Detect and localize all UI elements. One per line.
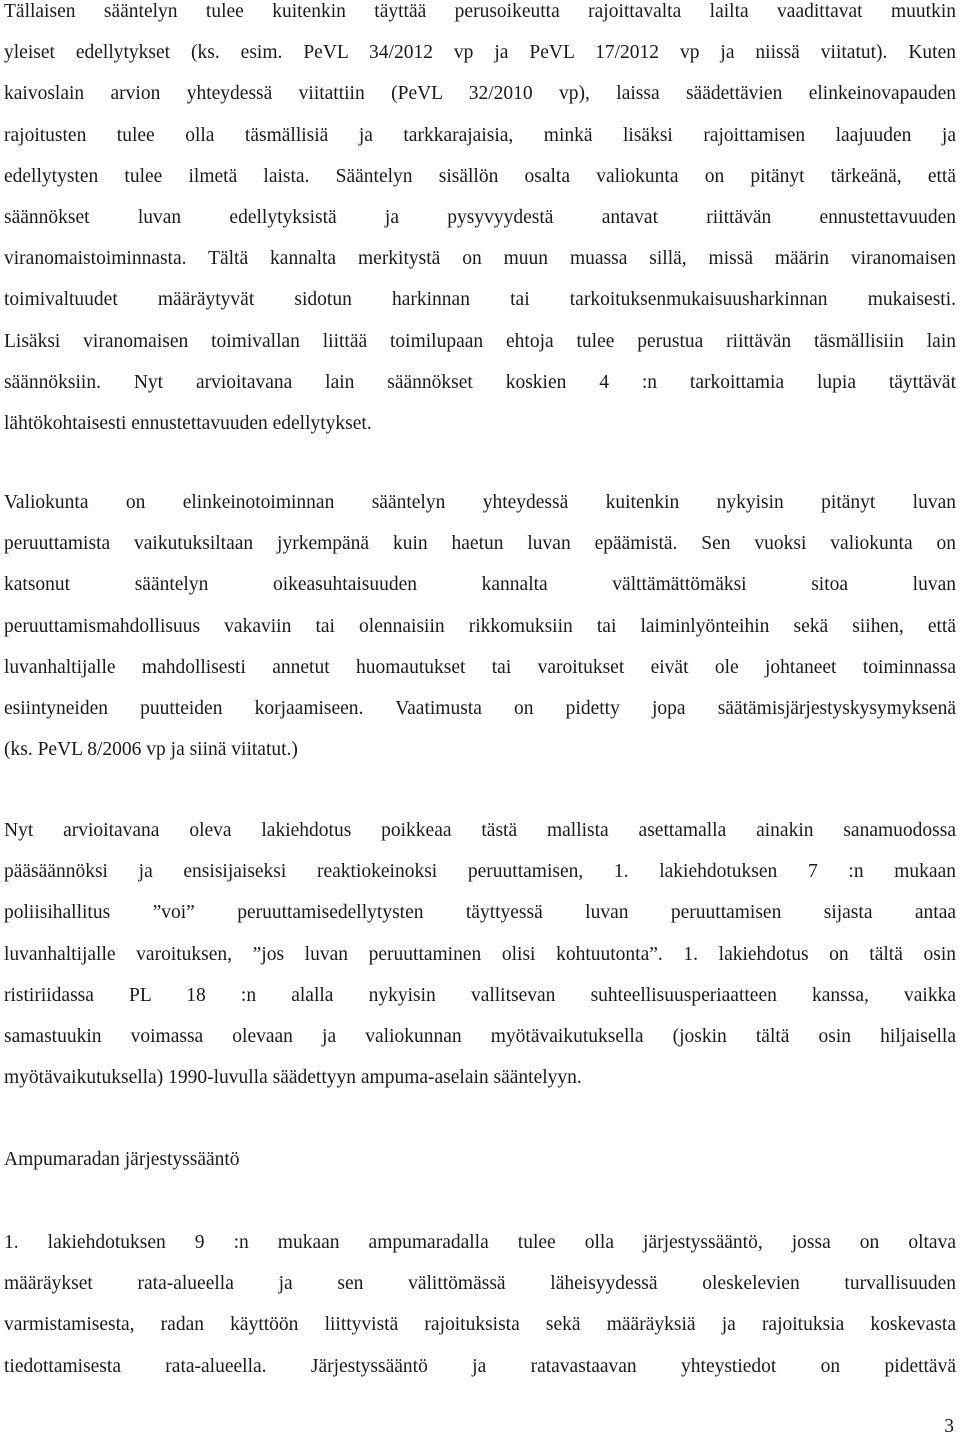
section-heading bbox=[4, 1139, 956, 1180]
text-line: säännöksiin. Nyt arvioitavana lain säännökset koskien 4 :n tarkoittamia lupia täyttävät bbox=[4, 371, 956, 393]
paragraph-lakiehdotus-arvio bbox=[4, 810, 956, 1098]
text-line: peruuttamista vaikutuksiltaan jyrkempänä kuin haetun luvan epäämistä. Sen vuoksi valiokunta on bbox=[4, 533, 956, 555]
text-line: viranomaistoiminnasta. Tältä kannalta merkitystä on muun muassa sillä, missä määrin viranomaisen bbox=[4, 248, 956, 270]
text-line: ristiriidassa PL 18 :n alalla nykyisin vallitsevan suhteellisuusperiaatteen kanssa, vaikka bbox=[4, 984, 956, 1006]
text-line: peruuttamismahdollisuus vakaviin tai olennaisiin rikkomuksiin tai laiminlyönteihin sekä siihen, että bbox=[4, 615, 956, 637]
text-line: poliisihallitus ”voi” peruuttamisedellytysten täyttyessä luvan peruuttamisen sijasta antaa bbox=[4, 902, 956, 924]
text-line: rajoitusten tulee olla täsmällisiä ja tarkkarajaisia, minkä lisäksi rajoittamisen laajuuden ja bbox=[4, 124, 956, 146]
text-line: Tällaisen sääntelyn tulee kuitenkin täyttää perusoikeutta rajoittavalta lailta vaadittavat muutkin bbox=[4, 1, 956, 22]
text-line: varmistamisesta, radan käyttöön liittyvistä rajoituksista sekä määräyksiä ja rajoituksia koskevasta bbox=[4, 1314, 956, 1336]
text-line: kaivoslain arvion yhteydessä viitattiin (PeVL 32/2010 vp), laissa säädettävien elinkeinovapauden bbox=[4, 83, 956, 105]
text-line: luvanhaltijalle mahdollisesti annetut huomautukset tai varoitukset eivät ole johtaneet toiminnassa bbox=[4, 656, 956, 678]
text-line: 1. lakiehdotuksen 9 :n mukaan ampumaradalla tulee olla järjestyssääntö, jossa on oltava bbox=[4, 1232, 956, 1253]
text-line: myötävaikutuksella) 1990-luvulla säädettyyn ampuma-aselain sääntelyyn. bbox=[4, 1067, 582, 1089]
section-heading-text: Ampumaradan järjestyssääntö bbox=[4, 1149, 240, 1170]
text-line: (ks. PeVL 8/2006 vp ja siinä viitatut.) bbox=[4, 739, 298, 761]
text-line: lähtökohtaisesti ennustettavuuden edellytykset. bbox=[4, 412, 372, 434]
text-line: pääsäännöksi ja ensisijaiseksi reaktiokeinoksi peruuttamisen, 1. lakiehdotuksen 7 :n mukaan bbox=[4, 861, 956, 883]
text-line: yleiset edellytykset (ks. esim. PeVL 34/2012 vp ja PeVL 17/2012 vp ja niissä viitatut). Kuten bbox=[4, 42, 956, 64]
text-line: säännökset luvan edellytyksistä ja pysyvyydestä antavat riittävän ennustettavuuden bbox=[4, 206, 956, 228]
text-line: katsonut sääntelyn oikeasuhtaisuuden kannalta välttämättömäksi sitoa luvan bbox=[4, 574, 956, 596]
text-line: tiedottamisesta rata-alueella. Järjestyssääntö ja ratavastaavan yhteystiedot on pidettävä bbox=[4, 1355, 956, 1377]
text-line: määräykset rata-alueella ja sen välittömässä läheisyydessä oleskelevien turvallisuuden bbox=[4, 1273, 956, 1295]
text-line: luvanhaltijalle varoituksen, ”jos luvan peruuttaminen olisi kohtuutonta”. 1. lakiehdotus on tältä osin bbox=[4, 943, 956, 965]
text-line: esiintyneiden puutteiden korjaamiseen. Vaatimusta on pidetty jopa säätämisjärjestyskysymyksenä bbox=[4, 697, 956, 719]
text-line: edellytysten tulee ilmetä laista. Sääntelyn sisällön osalta valiokunta on pitänyt tärkeänä, että bbox=[4, 165, 956, 187]
text-line: Lisäksi viranomaisen toimivallan liittää toimilupaan ehtoja tulee perustua riittävän täsmällisiin lain bbox=[4, 330, 956, 352]
paragraph-jarjestyssaanto bbox=[4, 1222, 956, 1387]
text-line: samastuukin voimassa olevaan ja valiokunnan myötävaikutuksella (joskin tältä osin hiljaisella bbox=[4, 1025, 956, 1047]
text-line: Valiokunta on elinkeinotoiminnan sääntelyn yhteydessä kuitenkin nykyisin pitänyt luvan bbox=[4, 492, 956, 513]
page-number: 3 bbox=[944, 1416, 954, 1437]
paragraph-elinkeinovapaus bbox=[4, 0, 956, 444]
paragraph-luvan-peruuttaminen bbox=[4, 482, 956, 770]
text-line: Nyt arvioitavana oleva lakiehdotus poikkeaa tästä mallista asettamalla ainakin sanamuodossa bbox=[4, 820, 956, 841]
text-line: toimivaltuudet määräytyvät sidotun harkinnan tai tarkoituksenmukaisuusharkinnan mukaisesti. bbox=[4, 289, 956, 311]
